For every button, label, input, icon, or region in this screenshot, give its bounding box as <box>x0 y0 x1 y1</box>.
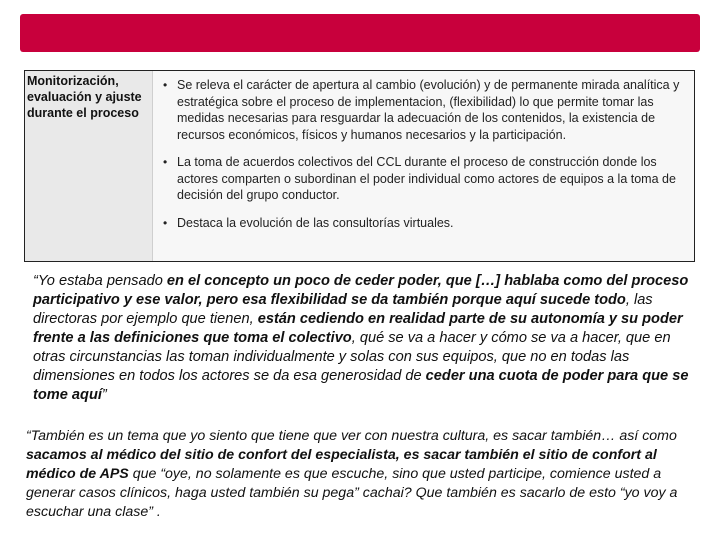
quote-segment: “También es un tema que yo siento que tiene que ver con nuestra cultura, es sacar también… así como <box>26 428 677 444</box>
bullet-dot: • <box>163 78 168 92</box>
bullet-text: Se releva el carácter de apertura al cambio (evolución) y de permanente mirada analítica y estratégica sobre el proceso de implementacion, (flexibilidad) lo que permite tomar las medidas necesarias para resguardar la adecuación de los contenidos, la existencia de recursos económicos, físicos y humanos necesarios y la participación. <box>177 78 680 142</box>
bullet-text: Destaca la evolución de las consultorías virtuales. <box>177 215 454 230</box>
bullet-item <box>163 77 688 143</box>
row-label-line-3: durante el proceso <box>27 106 139 120</box>
bullet-text: La toma de acuerdos colectivos del CCL durante el proceso de construcción donde los actores comparten o subordinan el poder individual como actores de equipos a la toma de decisión del grupo conductor. <box>177 155 676 202</box>
quote-segment: ” <box>101 387 107 403</box>
quote-segment-bold: en el concepto un poco de ceder poder, que […] hablaba como del proceso participativo y ese valor, pero esa flexibilidad se da también porque aquí sucede todo <box>33 273 689 308</box>
bullet-item <box>163 215 688 232</box>
quote-paragraph-2 <box>26 427 698 522</box>
row-content-cell <box>163 77 688 231</box>
bullet-dot: • <box>163 215 168 230</box>
quote-segment: “Yo estaba pensado <box>33 273 167 289</box>
quote-segment-bold: están cediendo en realidad parte de su autonomía y su poder frente a las definiciones que toma el colectivo <box>33 311 683 346</box>
bullet-dot: • <box>163 155 168 169</box>
quote-paragraph-1 <box>33 272 695 405</box>
header-bar <box>20 14 700 52</box>
quote-segment: , las directoras por ejemplo que tienen, <box>33 292 653 327</box>
quote-segment-bold: ceder una cuota de poder para que se tome aquí <box>33 368 689 403</box>
summary-table <box>24 70 695 262</box>
bullet-item <box>163 154 688 204</box>
row-label-line-2: evaluación y ajuste <box>27 90 142 104</box>
quote-segment-bold: sacamos al médico del sitio de confort del especialista, es sacar también el sitio de confort al médico de APS <box>26 447 657 482</box>
quote-segment: que “oye, no solamente es que escuche, sino que usted participe, comience usted a generar casos clínicos, haga usted también su pega” cachai? Que también es sacarlo de esto “yo voy a escuchar una clase” . <box>26 466 678 520</box>
quote-segment: , qué se va a hacer y cómo se va a hacer, que en otras circunstancias las toman individualmente y solas con sus equipos, que no en todas las dimensiones en todos los actores se da esa generosidad de <box>33 330 671 384</box>
row-label-line-1: Monitorización, <box>27 74 119 88</box>
row-label-cell <box>25 71 153 261</box>
